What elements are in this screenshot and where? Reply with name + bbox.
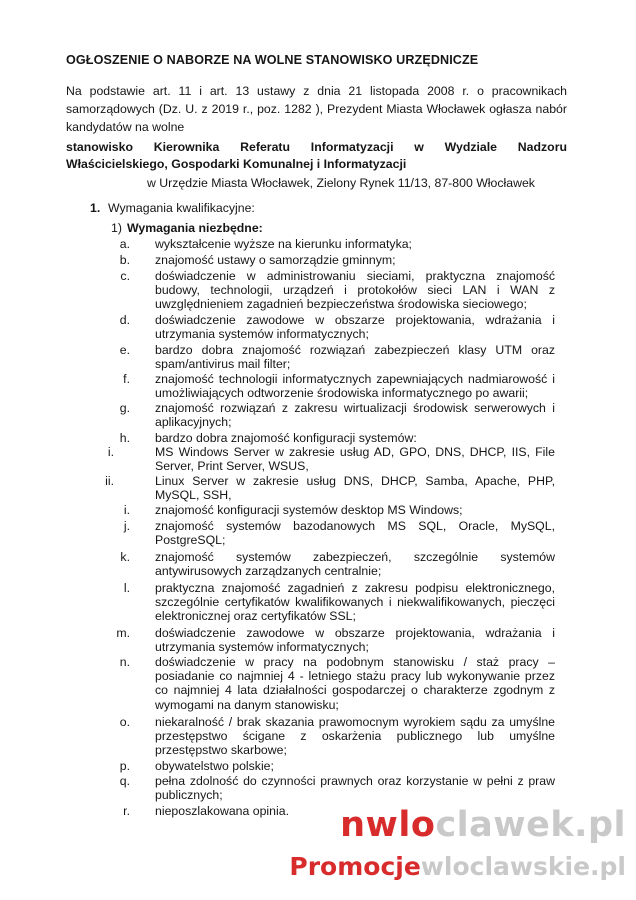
list-item-marker: k. (120, 550, 130, 564)
list-item-marker: a. (119, 237, 130, 251)
list-item-text: doświadczenie zawodowe w obszarze projektowania, wdrażania i utrzymania systemów informatycznych; (155, 626, 555, 655)
list-item-marker: ii. (105, 474, 114, 488)
list-item-text: znajomość technologii informatycznych zapewniających nadmiarowość i umożliwiających odtworzenie środowiska informatycznego po awarii; (155, 372, 555, 401)
list-item-text: MS Windows Server w zakresie usług AD, GPO, DNS, DHCP, IIS, File Server, Print Server, WSUS, (155, 445, 555, 474)
position-title (66, 139, 567, 173)
list-item-text: znajomość systemów bazodanowych MS SQL, Oracle, MySQL, PostgreSQL; (155, 519, 555, 548)
list-item-marker: i. (107, 445, 114, 459)
watermark-line2-red: Promocje (289, 852, 421, 881)
list-item-marker: o. (119, 715, 130, 729)
section-number: 1. (90, 201, 101, 215)
list-item-marker: i. (123, 503, 130, 517)
watermark-logo (266, 805, 626, 895)
list-item-text: znajomość systemów zabezpieczeń, szczególnie systemów antywirusowych zarządzanych centralnie; (155, 550, 555, 579)
subsection-heading (111, 221, 263, 235)
intro-paragraph: Na podstawie art. 11 i art. 13 ustawy z dnia 21 listopada 2008 r. o pracownikach samorządowych (Dz. U. z 2019 r., poz. 1282 ), Prezydent Miasta Włocławek ogłasza nabór kandydatów na wolne (66, 84, 567, 134)
list-item-marker: n. (119, 655, 130, 669)
list-item-text: doświadczenie w pracy na podobnym stanowisku / staż pracy – posiadanie co najmniej 4 - letniego stażu pracy lub wykonywanie przez co najmniej 4 lata działalności gospodarczej o charakterze zgodnym z wymogami na danym stanowisku; (155, 655, 555, 712)
list-item-text: nieposzlakowana opinia. (155, 804, 289, 818)
list-item-text: praktyczna znajomość zagadnień z zakresu podpisu elektronicznego, szczególnie certyfikatów kwalifikowanych i niekwalifikowanych, pieczęci elektronicznej oraz certyfikatów SSL; (155, 581, 555, 624)
list-item-text: znajomość konfiguracji systemów desktop MS Windows; (155, 503, 463, 517)
list-item-marker: p. (119, 759, 130, 773)
list-item-text: doświadczenie w administrowaniu sieciami, praktyczna znajomość budowy, technologii, urządzeń i protokołów sieci LAN i WAN z uwzględnieniem zagadnień bezpieczeństwa środowiska sieciowego; (155, 269, 555, 312)
list-item-text: znajomość ustawy o samorządzie gminnym; (155, 253, 396, 267)
list-item-text: obywatelstwo polskie; (155, 759, 274, 773)
list-item-marker: l. (123, 581, 130, 595)
watermark-line1-red: nwlo (340, 805, 436, 845)
list-item-marker: q. (119, 774, 130, 788)
list-item-text: znajomość rozwiązań z zakresu wirtualizacji środowisk serwerowych i aplikacyjnych; (155, 401, 555, 430)
document-title: OGŁOSZENIE O NABORZE NA WOLNE STANOWISKO URZĘDNICZE (66, 53, 479, 67)
address-line: w Urzędzie Miasta Włocławek, Zielony Rynek 11/13, 87-800 Włocławek (147, 176, 535, 190)
list-item-marker: c. (120, 269, 130, 283)
list-item-text: doświadczenie zawodowe w obszarze projektowania, wdrażania i utrzymania systemów informatycznych; (155, 313, 555, 342)
list-item-text: niekaralność / brak skazania prawomocnym wyrokiem sądu za umyślne przestępstwo ścigane z oskarżenia publicznego lub umyślne przestępstwo skarbowe; (155, 715, 555, 758)
list-item-marker: f. (123, 372, 130, 386)
list-item-marker: j. (123, 519, 130, 533)
list-item-text: bardzo dobra znajomość rozwiązań zabezpieczeń klasy UTM oraz spam/antivirus mail filter; (155, 343, 555, 372)
list-item-marker: d. (119, 313, 130, 327)
list-item-text: Linux Server w zakresie usług DNS, DHCP, Samba, Apache, PHP, MySQL, SSH, (155, 474, 555, 503)
subsection-title: Wymagania niezbędne: (127, 221, 263, 235)
list-item-text: bardzo dobra znajomość konfiguracji systemów: (155, 431, 417, 445)
list-item-text: wykształcenie wyższe na kierunku informatyka; (155, 237, 412, 251)
list-item-marker: r. (123, 804, 130, 818)
list-item-marker: h. (119, 431, 130, 445)
list-item-marker: b. (119, 253, 130, 267)
list-item-marker: g. (119, 401, 130, 415)
watermark-line2 (289, 852, 626, 881)
watermark-line1-grey: clawek.pl (435, 805, 626, 845)
position-title-line1: stanowisko Kierownika Referatu Informatyzacji w Wydziale Nadzoru (66, 140, 567, 154)
watermark-line2-grey: wloclawskie.pl (420, 852, 626, 881)
watermark-line1 (340, 805, 626, 845)
section-title: Wymagania kwalifikacyjne: (108, 201, 255, 215)
subsection-number: 1) (111, 221, 122, 235)
list-item-marker: m. (116, 626, 130, 640)
section-heading (90, 201, 255, 215)
position-title-line2: Właścicielskiego, Gospodarki Komunalnej i Informatyzacji (66, 157, 407, 171)
list-item-marker: e. (119, 343, 130, 357)
list-item-text: pełna zdolność do czynności prawnych oraz korzystanie w pełni z praw publicznych; (155, 774, 555, 803)
